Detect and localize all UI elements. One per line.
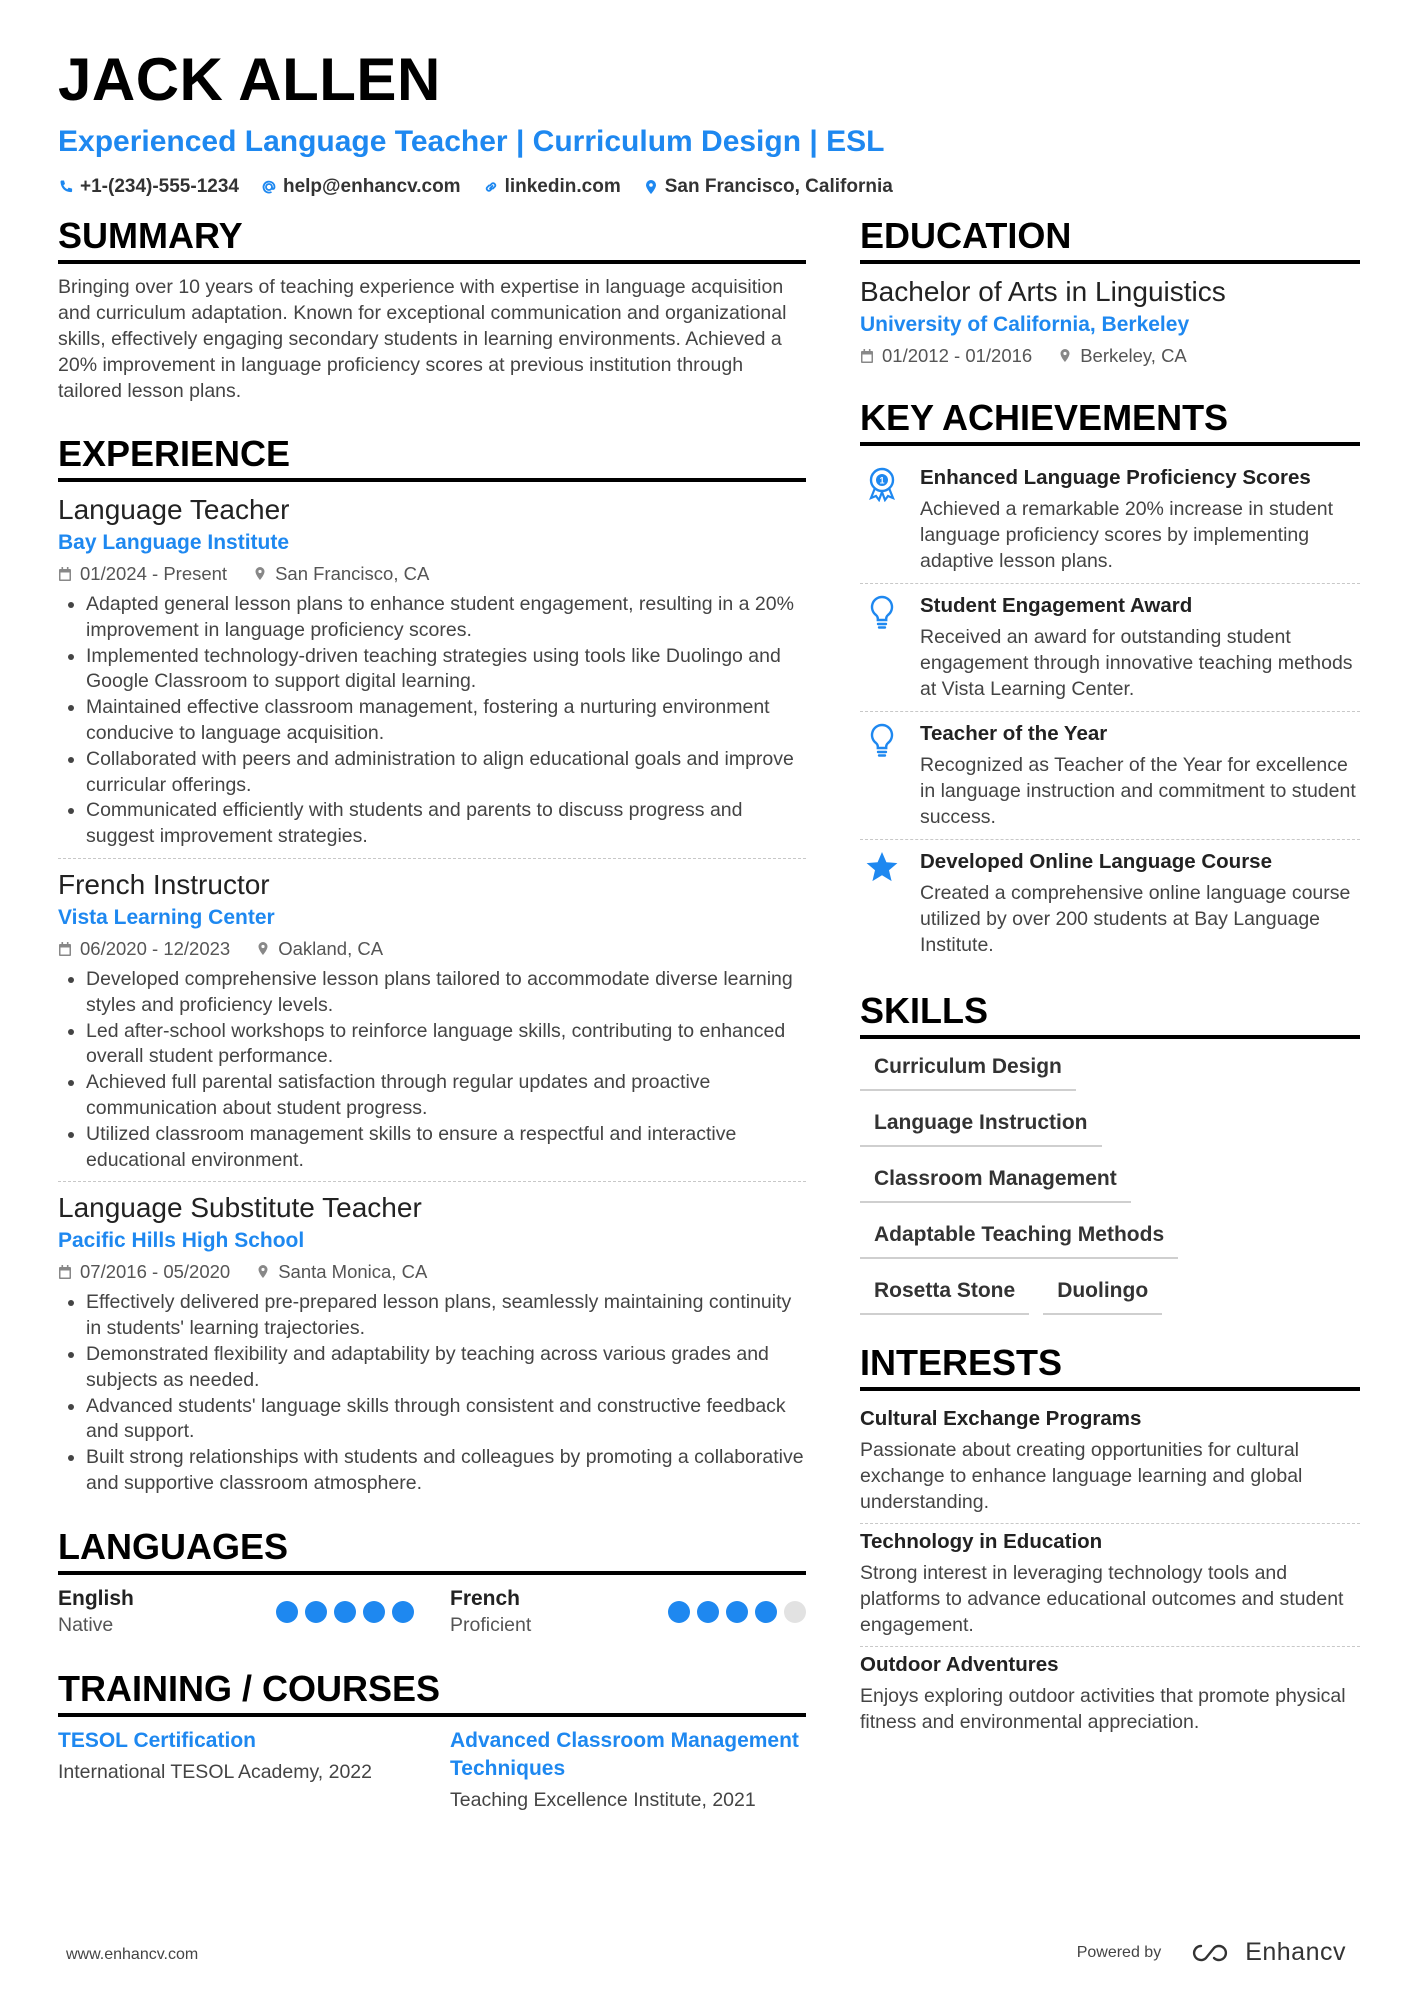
interest-item: [860, 1647, 1360, 1743]
language-name: French: [450, 1586, 521, 1610]
candidate-name: JACK ALLEN: [58, 46, 441, 113]
bullet-item: • Achieved full parental satisfaction through regular updates and proactive communication about student progress.: [86, 1070, 806, 1122]
contact-location: [643, 176, 893, 198]
job-title: Language Teacher: [58, 494, 290, 525]
rating-dot: [334, 1601, 356, 1623]
contact-bar: [58, 176, 1358, 198]
achievement-desc: Created a comprehensive online language course utilized by over 200 students at Bay Language Institute.: [920, 882, 1351, 956]
achievement-title: Student Engagement Award: [920, 594, 1193, 617]
left-column: [58, 214, 806, 1813]
bullet-item: • Maintained effective classroom management, fostering a nurturing environment conducive to language acquisition.: [86, 695, 806, 747]
rating-dot: [755, 1601, 777, 1623]
skill-tag: Rosetta Stone: [860, 1277, 1029, 1315]
language-level: Native: [58, 1613, 114, 1636]
interest-title: Cultural Exchange Programs: [860, 1407, 1142, 1430]
star-icon: [865, 850, 899, 886]
training-heading: TRAINING / COURSES: [58, 1667, 806, 1717]
skills-section: [860, 989, 1360, 1315]
job-bullets: [58, 1290, 806, 1496]
summary-section: [58, 214, 806, 404]
skill-tag: Duolingo: [1043, 1277, 1162, 1315]
skill-tag: Curriculum Design: [860, 1053, 1076, 1091]
achievement-desc: Received an award for outstanding student engagement through innovative teaching methods at Vista Learning Center.: [920, 626, 1353, 700]
interests-heading: INTERESTS: [860, 1341, 1360, 1391]
job-location: San Francisco, CA: [275, 563, 430, 584]
interest-item: [860, 1401, 1360, 1524]
rating-dot: [668, 1601, 690, 1623]
language-item: [58, 1585, 414, 1639]
contact-linkedin[interactable]: [483, 176, 621, 198]
course-desc: Teaching Excellence Institute, 2021: [450, 1788, 756, 1811]
courses-list: [58, 1727, 806, 1813]
interest-title: Outdoor Adventures: [860, 1653, 1059, 1676]
course-desc: International TESOL Academy, 2022: [58, 1760, 372, 1783]
location-pin-icon: [256, 1264, 270, 1280]
achievement-title: Teacher of the Year: [920, 722, 1108, 745]
bullet-item: • Led after-school workshops to reinforce language skills, contributing to enhanced overall student performance.: [86, 1019, 806, 1071]
bullet-item: • Developed comprehensive lesson plans tailored to accommodate diverse learning styles and proficiency levels.: [86, 967, 806, 1019]
email-text: help@enhancv.com: [282, 176, 461, 197]
education-dates: 01/2012 - 01/2016: [882, 345, 1033, 366]
languages-section: [58, 1525, 806, 1639]
training-section: [58, 1667, 806, 1813]
enhancv-logo-icon: [1187, 1941, 1233, 1965]
powered-by: [1077, 1938, 1346, 1967]
location-pin-icon: [643, 179, 659, 195]
rating-dot: [305, 1601, 327, 1623]
bullet-item: • Built strong relationships with students and colleagues by promoting a collaborative and supportive classroom atmosphere.: [86, 1445, 806, 1497]
job-meta: [58, 935, 806, 963]
language-name: English: [58, 1586, 134, 1610]
achievements-heading: KEY ACHIEVEMENTS: [860, 396, 1360, 446]
languages-heading: LANGUAGES: [58, 1525, 806, 1575]
job-title: French Instructor: [58, 868, 270, 900]
school-name: University of California, Berkeley: [860, 313, 1190, 336]
experience-heading: EXPERIENCE: [58, 432, 806, 482]
link-icon: [483, 179, 499, 195]
job-meta: [58, 560, 806, 588]
bullet-item: • Communicated efficiently with students and parents to discuss progress and suggest improvement strategies.: [86, 798, 806, 850]
candidate-title: Experienced Language Teacher | Curriculum Design | ESL: [58, 125, 885, 158]
education-location: Berkeley, CA: [1080, 345, 1187, 366]
job-dates: 06/2020 - 12/2023: [80, 937, 231, 959]
lightbulb-icon: [865, 594, 899, 630]
bullet-item: • Implemented technology-driven teaching strategies using tools like Duolingo and Google Classroom to support digital learning.: [86, 644, 806, 696]
rating-dot: [697, 1601, 719, 1623]
education-section: [860, 214, 1360, 370]
skills-list: [860, 1053, 1360, 1315]
job-bullets: [58, 592, 806, 850]
company-name: Pacific Hills High School: [58, 1229, 305, 1253]
achievement-item: [860, 840, 1360, 967]
language-rating: [276, 1601, 414, 1623]
job-dates: 07/2016 - 05/2020: [80, 1261, 231, 1283]
rating-dot: [276, 1601, 298, 1623]
degree-title: Bachelor of Arts in Linguistics: [860, 276, 1226, 307]
rating-dot: [392, 1601, 414, 1623]
award-ribbon-icon: [865, 466, 899, 502]
company-name: Vista Learning Center: [58, 905, 275, 929]
resume-header: [58, 44, 1358, 198]
achievement-desc: Recognized as Teacher of the Year for excellence in language instruction and commitment to student success.: [920, 754, 1356, 828]
rating-dot: [726, 1601, 748, 1623]
course-item: [58, 1727, 414, 1813]
education-meta: [860, 342, 1360, 370]
calendar-icon: [860, 348, 874, 364]
bullet-item: • Utilized classroom management skills to ensure a respectful and interactive educational environment.: [86, 1122, 806, 1174]
skill-tag: Language Instruction: [860, 1109, 1102, 1147]
interest-title: Technology in Education: [860, 1530, 1103, 1553]
summary-heading: SUMMARY: [58, 214, 806, 264]
job-entry: [58, 858, 806, 1181]
job-title: Language Substitute Teacher: [58, 1192, 422, 1224]
calendar-icon: [58, 566, 72, 582]
language-rating: [668, 1601, 806, 1623]
phone-icon: [58, 179, 74, 195]
job-entry: [58, 492, 806, 858]
language-level: Proficient: [450, 1613, 532, 1636]
job-dates: 01/2024 - Present: [80, 563, 228, 584]
course-title: TESOL Certification: [58, 1728, 256, 1752]
powered-by-label: Powered by: [1076, 1943, 1162, 1961]
experience-section: [58, 432, 806, 1505]
company-name: Bay Language Institute: [58, 531, 290, 554]
brand-name[interactable]: Enhancv: [1245, 1938, 1346, 1966]
linkedin-text: linkedin.com: [504, 176, 621, 197]
achievements-section: [860, 396, 1360, 967]
location-pin-icon: [253, 566, 267, 582]
bullet-item: • Demonstrated flexibility and adaptability by teaching across various grades and subjects as needed.: [86, 1342, 806, 1394]
interest-desc: Strong interest in leveraging technology tools and platforms to advance educational outcomes and student engagement.: [860, 1562, 1344, 1636]
job-meta: [58, 1258, 806, 1286]
summary-text: Bringing over 10 years of teaching experience with expertise in language acquisition and curriculum adaptation. Known for exceptional communication and organizational skills, effectively engaging secondary students in learning environments. Achieved a 20% improvement in language proficiency scores at previous institution through tailored lesson plans.: [58, 276, 787, 402]
achievement-item: [860, 456, 1360, 584]
rating-dot: [363, 1601, 385, 1623]
interest-desc: Enjoys exploring outdoor activities that promote physical fitness and environmental appreciation.: [860, 1685, 1346, 1733]
achievement-title: Enhanced Language Proficiency Scores: [920, 466, 1311, 489]
bullet-item: • Adapted general lesson plans to enhance student engagement, resulting in a 20% improvement in language proficiency scores.: [86, 592, 806, 644]
interest-item: [860, 1524, 1360, 1647]
calendar-icon: [58, 1264, 72, 1280]
education-heading: EDUCATION: [860, 214, 1360, 264]
location-pin-icon: [256, 941, 270, 957]
achievement-desc: Achieved a remarkable 20% increase in student language proficiency scores by implementing adaptive lesson plans.: [920, 498, 1333, 572]
job-entry: [58, 1181, 806, 1504]
skill-tag: Classroom Management: [860, 1165, 1131, 1203]
course-item: [450, 1727, 806, 1813]
achievement-item: [860, 584, 1360, 712]
contact-phone[interactable]: [58, 176, 239, 198]
phone-text: +1-(234)-555-1234: [80, 176, 239, 197]
job-location: Oakland, CA: [278, 937, 384, 959]
course-title: Advanced Classroom Management Techniques: [450, 1728, 799, 1780]
footer-url[interactable]: www.enhancv.com: [66, 1946, 199, 1963]
interests-section: [860, 1341, 1360, 1743]
languages-list: [58, 1585, 806, 1639]
skills-heading: SKILLS: [860, 989, 1360, 1039]
job-location: Santa Monica, CA: [278, 1261, 428, 1283]
calendar-icon: [58, 941, 72, 957]
location-text: San Francisco, California: [664, 176, 893, 197]
language-item: [450, 1585, 806, 1639]
contact-email[interactable]: [261, 176, 461, 198]
interest-desc: Passionate about creating opportunities for cultural exchange to enhance language learning and global understanding.: [860, 1439, 1303, 1513]
achievement-item: [860, 712, 1360, 840]
achievement-title: Developed Online Language Course: [920, 850, 1272, 873]
bullet-item: • Advanced students' language skills through consistent and constructive feedback and support.: [86, 1394, 806, 1446]
job-bullets: [58, 967, 806, 1173]
lightbulb-icon: [865, 722, 899, 758]
rating-dot: [784, 1601, 806, 1623]
location-pin-icon: [1058, 348, 1072, 364]
svg-text:1: 1: [879, 475, 885, 486]
skill-tag: Adaptable Teaching Methods: [860, 1221, 1178, 1259]
bullet-item: • Collaborated with peers and administration to align educational goals and improve curricular offerings.: [86, 747, 806, 799]
at-sign-icon: [261, 179, 277, 195]
right-column: [860, 214, 1360, 1743]
bullet-item: • Effectively delivered pre-prepared lesson plans, seamlessly maintaining continuity in students' learning trajectories.: [86, 1290, 806, 1342]
